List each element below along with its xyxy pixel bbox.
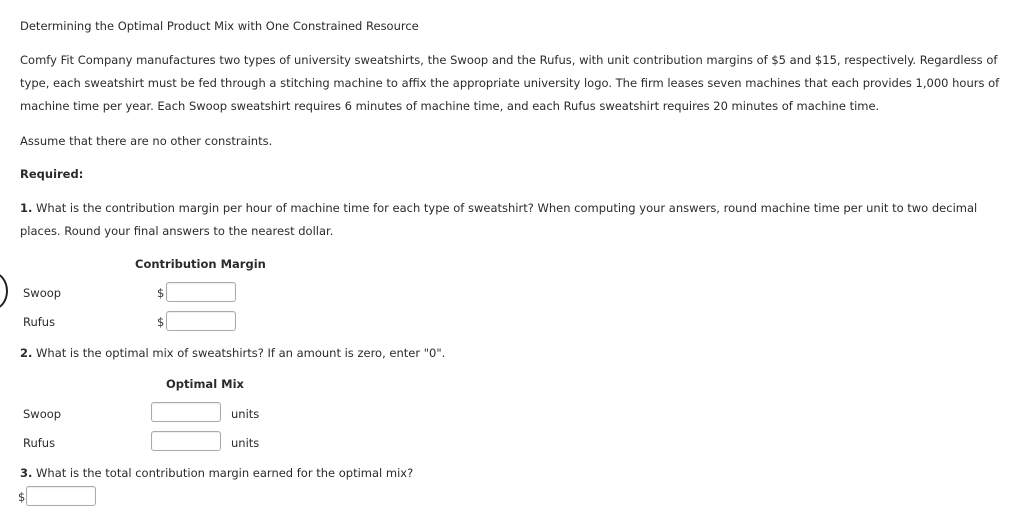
- q1-rufus-dollar: $: [157, 315, 165, 329]
- assume-text: Assume that there are no other constraints.: [20, 134, 273, 148]
- q1-swoop-dollar: $: [157, 286, 165, 300]
- q2-rufus-label: Rufus: [23, 436, 56, 450]
- intro-paragraph: [20, 49, 1020, 118]
- page-title: Determining the Optimal Product Mix with One Constrained Resource: [20, 19, 419, 33]
- intro-line-2: type, each sweatshirt must be fed through a stitching machine to affix the appropriate university logo. The firm leases seven machines that each provides 1,000 hours of: [20, 76, 1000, 90]
- intro-line-1: Comfy Fit Company manufactures two types of university sweatshirts, the Swoop and the Rufus, with unit contribution margins of $5 and $15, respectively. Regardless of: [20, 53, 998, 67]
- q2-swoop-input[interactable]: [151, 402, 221, 422]
- contribution-margin-header: Contribution Margin: [135, 257, 266, 271]
- optimal-mix-header: Optimal Mix: [166, 377, 244, 391]
- intro-line-3: machine time per year. Each Swoop sweatshirt requires 6 minutes of machine time, and each Rufus sweatshirt requires 20 minutes of machine time.: [20, 99, 880, 113]
- question-2-number: 2.: [20, 346, 33, 360]
- q2-swoop-label: Swoop: [23, 407, 62, 421]
- q1-swoop-input[interactable]: [166, 282, 236, 302]
- q1-rufus-input[interactable]: [166, 311, 236, 331]
- q2-swoop-units: units: [231, 407, 260, 421]
- question-3-number: 3.: [20, 466, 33, 480]
- q3-total-input[interactable]: [26, 486, 96, 506]
- side-circle-marker: [0, 272, 8, 310]
- question-1-line-2: places. Round your final answers to the nearest dollar.: [20, 224, 334, 238]
- q1-swoop-label: Swoop: [23, 286, 62, 300]
- question-2-text: What is the optimal mix of sweatshirts? If an amount is zero, enter "0".: [36, 346, 446, 360]
- question-3-text: What is the total contribution margin earned for the optimal mix?: [36, 466, 414, 480]
- q2-rufus-units: units: [231, 436, 260, 450]
- question-3: [20, 466, 413, 480]
- required-label: Required:: [20, 167, 84, 181]
- question-1: [20, 197, 1020, 243]
- question-1-line-1: What is the contribution margin per hour of machine time for each type of sweatshirt? When computing your answers, round machine time per unit to two decimal: [36, 201, 978, 215]
- q1-rufus-label: Rufus: [23, 315, 56, 329]
- q3-dollar: $: [18, 490, 26, 504]
- q2-rufus-input[interactable]: [151, 431, 221, 451]
- question-2: [20, 346, 445, 360]
- question-1-number: 1.: [20, 201, 33, 215]
